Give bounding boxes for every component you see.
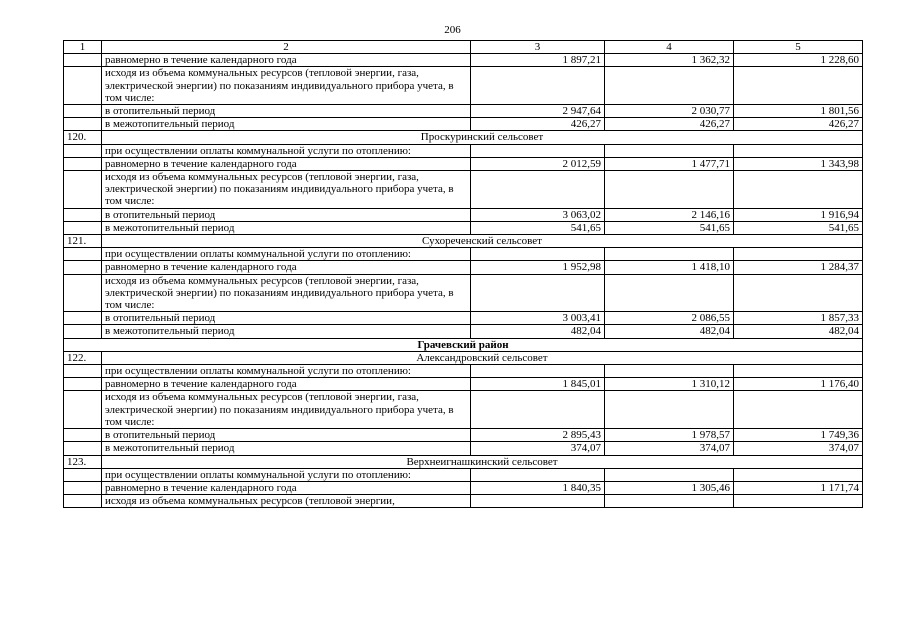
value-cell: 1 284,37	[734, 261, 863, 274]
value-cell	[605, 144, 734, 157]
value-cell: 1 477,71	[605, 157, 734, 170]
table-row	[64, 248, 863, 261]
value-cell: 374,07	[605, 442, 734, 455]
value-cell	[734, 365, 863, 378]
value-cell: 426,27	[605, 118, 734, 131]
table-row	[64, 495, 863, 508]
section-title: Сухореченский сельсовет	[102, 235, 863, 248]
value-cell: 2 030,77	[605, 105, 734, 118]
row-number-cell	[64, 105, 102, 118]
table-row	[64, 351, 863, 364]
district-title: Грачевский район	[64, 338, 863, 351]
row-number-cell	[64, 67, 102, 105]
row-number-cell	[64, 171, 102, 209]
table-row	[64, 157, 863, 170]
row-number-cell	[64, 495, 102, 508]
value-cell: 374,07	[734, 442, 863, 455]
value-cell: 1 362,32	[605, 54, 734, 67]
row-number-cell	[64, 208, 102, 221]
value-cell	[734, 495, 863, 508]
value-cell	[605, 365, 734, 378]
value-cell: 2 895,43	[471, 429, 605, 442]
row-number-cell	[64, 325, 102, 338]
table-row	[64, 54, 863, 67]
row-label: в межотопительный период	[102, 442, 471, 455]
column-header-3: 3	[471, 41, 605, 54]
value-cell: 1 418,10	[605, 261, 734, 274]
row-number-cell	[64, 118, 102, 131]
table-row	[64, 391, 863, 429]
value-cell	[605, 67, 734, 105]
value-cell	[471, 495, 605, 508]
row-number-cell	[64, 261, 102, 274]
table-row	[64, 208, 863, 221]
value-cell: 2 086,55	[605, 312, 734, 325]
value-cell: 1 305,46	[605, 481, 734, 494]
value-cell	[471, 468, 605, 481]
row-number-cell	[64, 312, 102, 325]
row-number-cell	[64, 481, 102, 494]
section-number: 123.	[64, 455, 102, 468]
value-cell	[471, 391, 605, 429]
table-row	[64, 144, 863, 157]
column-number-row	[64, 41, 863, 54]
row-number-cell	[64, 442, 102, 455]
value-cell	[605, 274, 734, 312]
section-title: Александровский сельсовет	[102, 351, 863, 364]
table-row	[64, 442, 863, 455]
table-row	[64, 455, 863, 468]
value-cell	[471, 171, 605, 209]
value-cell: 1 897,21	[471, 54, 605, 67]
column-header-1: 1	[64, 41, 102, 54]
table-row	[64, 171, 863, 209]
table-row	[64, 261, 863, 274]
table-row	[64, 338, 863, 351]
row-label: исходя из объема коммунальных ресурсов (тепловой энергии, газа, электрической энергии) по показаниям индивидуального прибора учета, в том числе:	[102, 274, 471, 312]
value-cell: 482,04	[605, 325, 734, 338]
row-number-cell	[64, 429, 102, 442]
table-row	[64, 105, 863, 118]
row-number-cell	[64, 221, 102, 234]
value-cell: 541,65	[605, 221, 734, 234]
table-row	[64, 118, 863, 131]
table-row	[64, 468, 863, 481]
value-cell	[471, 365, 605, 378]
value-cell	[734, 67, 863, 105]
row-label: исходя из объема коммунальных ресурсов (тепловой энергии,	[102, 495, 471, 508]
value-cell: 1 801,56	[734, 105, 863, 118]
tariff-table	[63, 40, 863, 508]
table-row	[64, 235, 863, 248]
row-number-cell	[64, 54, 102, 67]
row-label: равномерно в течение календарного года	[102, 378, 471, 391]
row-label: в отопительный период	[102, 208, 471, 221]
column-header-5: 5	[734, 41, 863, 54]
column-header-2: 2	[102, 41, 471, 54]
table-row	[64, 429, 863, 442]
value-cell	[734, 171, 863, 209]
row-label: равномерно в течение календарного года	[102, 261, 471, 274]
table-row	[64, 365, 863, 378]
value-cell: 1 952,98	[471, 261, 605, 274]
value-cell: 1 845,01	[471, 378, 605, 391]
table-row	[64, 378, 863, 391]
section-title: Верхнеигнашкинский сельсовет	[102, 455, 863, 468]
value-cell	[605, 468, 734, 481]
row-label: при осуществлении оплаты коммунальной услуги по отоплению:	[102, 468, 471, 481]
row-label: при осуществлении оплаты коммунальной услуги по отоплению:	[102, 365, 471, 378]
value-cell: 1 310,12	[605, 378, 734, 391]
value-cell: 3 003,41	[471, 312, 605, 325]
section-number: 121.	[64, 235, 102, 248]
value-cell	[471, 274, 605, 312]
row-label: исходя из объема коммунальных ресурсов (тепловой энергии, газа, электрической энергии) по показаниям индивидуального прибора учета, в том числе:	[102, 391, 471, 429]
row-label: при осуществлении оплаты коммунальной услуги по отоплению:	[102, 144, 471, 157]
table-row	[64, 221, 863, 234]
value-cell	[471, 144, 605, 157]
row-label: равномерно в течение календарного года	[102, 157, 471, 170]
row-label: при осуществлении оплаты коммунальной услуги по отоплению:	[102, 248, 471, 261]
value-cell: 1 176,40	[734, 378, 863, 391]
value-cell	[734, 144, 863, 157]
value-cell: 1 343,98	[734, 157, 863, 170]
row-label: в межотопительный период	[102, 221, 471, 234]
value-cell: 1 228,60	[734, 54, 863, 67]
table-row	[64, 67, 863, 105]
row-number-cell	[64, 365, 102, 378]
value-cell: 1 978,57	[605, 429, 734, 442]
row-label: в межотопительный период	[102, 118, 471, 131]
row-number-cell	[64, 468, 102, 481]
row-label: в отопительный период	[102, 429, 471, 442]
value-cell	[605, 391, 734, 429]
table-row	[64, 131, 863, 144]
value-cell: 3 063,02	[471, 208, 605, 221]
value-cell: 426,27	[471, 118, 605, 131]
page-number: 206	[444, 24, 461, 36]
table-row	[64, 481, 863, 494]
value-cell	[471, 67, 605, 105]
value-cell	[605, 495, 734, 508]
table-row	[64, 274, 863, 312]
row-number-cell	[64, 157, 102, 170]
row-label: исходя из объема коммунальных ресурсов (тепловой энергии, газа, электрической энергии) по показаниям индивидуального прибора учета, в том числе:	[102, 67, 471, 105]
value-cell: 541,65	[471, 221, 605, 234]
row-number-cell	[64, 391, 102, 429]
value-cell	[734, 274, 863, 312]
row-number-cell	[64, 274, 102, 312]
value-cell: 541,65	[734, 221, 863, 234]
value-cell: 482,04	[471, 325, 605, 338]
table-row	[64, 325, 863, 338]
row-label: в межотопительный период	[102, 325, 471, 338]
value-cell: 2 012,59	[471, 157, 605, 170]
value-cell: 2 947,64	[471, 105, 605, 118]
table-row	[64, 312, 863, 325]
row-label: исходя из объема коммунальных ресурсов (тепловой энергии, газа, электрической энергии) по показаниям индивидуального прибора учета, в том числе:	[102, 171, 471, 209]
value-cell: 1 171,74	[734, 481, 863, 494]
value-cell: 1 840,35	[471, 481, 605, 494]
value-cell: 1 857,33	[734, 312, 863, 325]
value-cell	[605, 248, 734, 261]
row-number-cell	[64, 144, 102, 157]
value-cell	[734, 248, 863, 261]
value-cell	[471, 248, 605, 261]
section-number: 120.	[64, 131, 102, 144]
value-cell: 1 749,36	[734, 429, 863, 442]
column-header-4: 4	[605, 41, 734, 54]
section-title: Проскуринский сельсовет	[102, 131, 863, 144]
value-cell	[605, 171, 734, 209]
row-label: в отопительный период	[102, 312, 471, 325]
row-label: равномерно в течение календарного года	[102, 54, 471, 67]
row-number-cell	[64, 378, 102, 391]
value-cell: 482,04	[734, 325, 863, 338]
row-label: в отопительный период	[102, 105, 471, 118]
row-number-cell	[64, 248, 102, 261]
value-cell: 374,07	[471, 442, 605, 455]
value-cell: 1 916,94	[734, 208, 863, 221]
row-label: равномерно в течение календарного года	[102, 481, 471, 494]
value-cell	[734, 468, 863, 481]
section-number: 122.	[64, 351, 102, 364]
value-cell	[734, 391, 863, 429]
value-cell: 2 146,16	[605, 208, 734, 221]
table-body	[64, 54, 863, 508]
value-cell: 426,27	[734, 118, 863, 131]
